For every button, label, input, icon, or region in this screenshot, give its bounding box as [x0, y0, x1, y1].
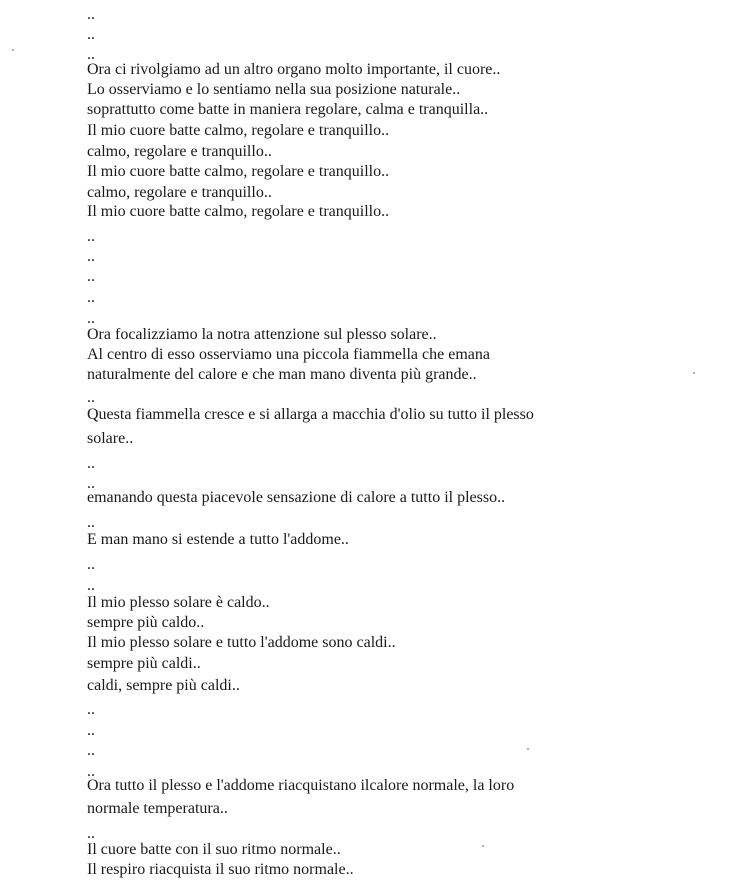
text-line: .. [87, 389, 95, 406]
text-line: .. [87, 763, 95, 780]
text-line: Il mio plesso solare è caldo.. [87, 594, 270, 611]
text-line: Ora tutto il plesso e l'addome riacquistano ilcalore normale, la loro [87, 777, 515, 794]
text-line: Ora ci rivolgiamo ad un altro organo molto importante, il cuore.. [87, 61, 501, 78]
text-line: sempre più caldi.. [87, 655, 201, 672]
scan-speck [12, 49, 14, 51]
text-line: caldi, sempre più caldi.. [87, 677, 240, 694]
text-line: emanando questa piacevole sensazione di calore a tutto il plesso.. [87, 489, 506, 506]
text-line: .. [87, 310, 95, 327]
text-line: Questa fiammella cresce e si allarga a macchia d'olio su tutto il plesso [87, 406, 534, 423]
text-line: .. [87, 556, 95, 573]
text-line: .. [87, 742, 95, 759]
text-line: Il mio cuore batte calmo, regolare e tranquillo.. [87, 163, 390, 180]
text-line: Il cuore batte con il suo ritmo normale.. [87, 841, 341, 858]
text-line: .. [87, 228, 95, 245]
text-line: .. [87, 514, 95, 531]
text-line: .. [87, 701, 95, 718]
text-line: soprattutto come batte in maniera regolare, calma e tranquilla.. [87, 101, 489, 118]
text-line: .. [87, 475, 95, 492]
text-line: Lo osserviamo e lo sentiamo nella sua posizione naturale.. [87, 81, 461, 98]
text-line: sempre più caldo.. [87, 614, 205, 631]
text-line: solare.. [87, 430, 134, 447]
scan-speck [482, 845, 484, 847]
text-line: .. [87, 248, 95, 265]
text-line: .. [87, 289, 95, 306]
scan-speck [693, 372, 695, 374]
text-line: normale temperatura.. [87, 800, 228, 817]
text-line: Ora focalizziamo la notra attenzione sul plesso solare.. [87, 326, 437, 343]
text-line: E man mano si estende a tutto l'addome.. [87, 531, 349, 548]
text-line: Il respiro riacquista il suo ritmo normale.. [87, 861, 354, 878]
text-line: calmo, regolare e tranquillo.. [87, 143, 272, 160]
text-line: .. [87, 6, 95, 23]
text-line: .. [87, 722, 95, 739]
text-line: Al centro di esso osserviamo una piccola fiammella che emana [87, 346, 490, 363]
text-line: Il mio cuore batte calmo, regolare e tranquillo.. [87, 203, 390, 220]
scan-speck [527, 748, 529, 750]
text-line: .. [87, 46, 95, 63]
text-line: naturalmente del calore e che man mano diventa più grande.. [87, 366, 477, 383]
text-line: .. [87, 455, 95, 472]
text-line: .. [87, 26, 95, 43]
text-line: Il mio plesso solare e tutto l'addome sono caldi.. [87, 634, 396, 651]
text-line: .. [87, 825, 95, 842]
text-line: .. [87, 577, 95, 594]
text-line: Il mio cuore batte calmo, regolare e tranquillo.. [87, 122, 390, 139]
text-line: calmo, regolare e tranquillo.. [87, 184, 272, 201]
text-line: .. [87, 268, 95, 285]
